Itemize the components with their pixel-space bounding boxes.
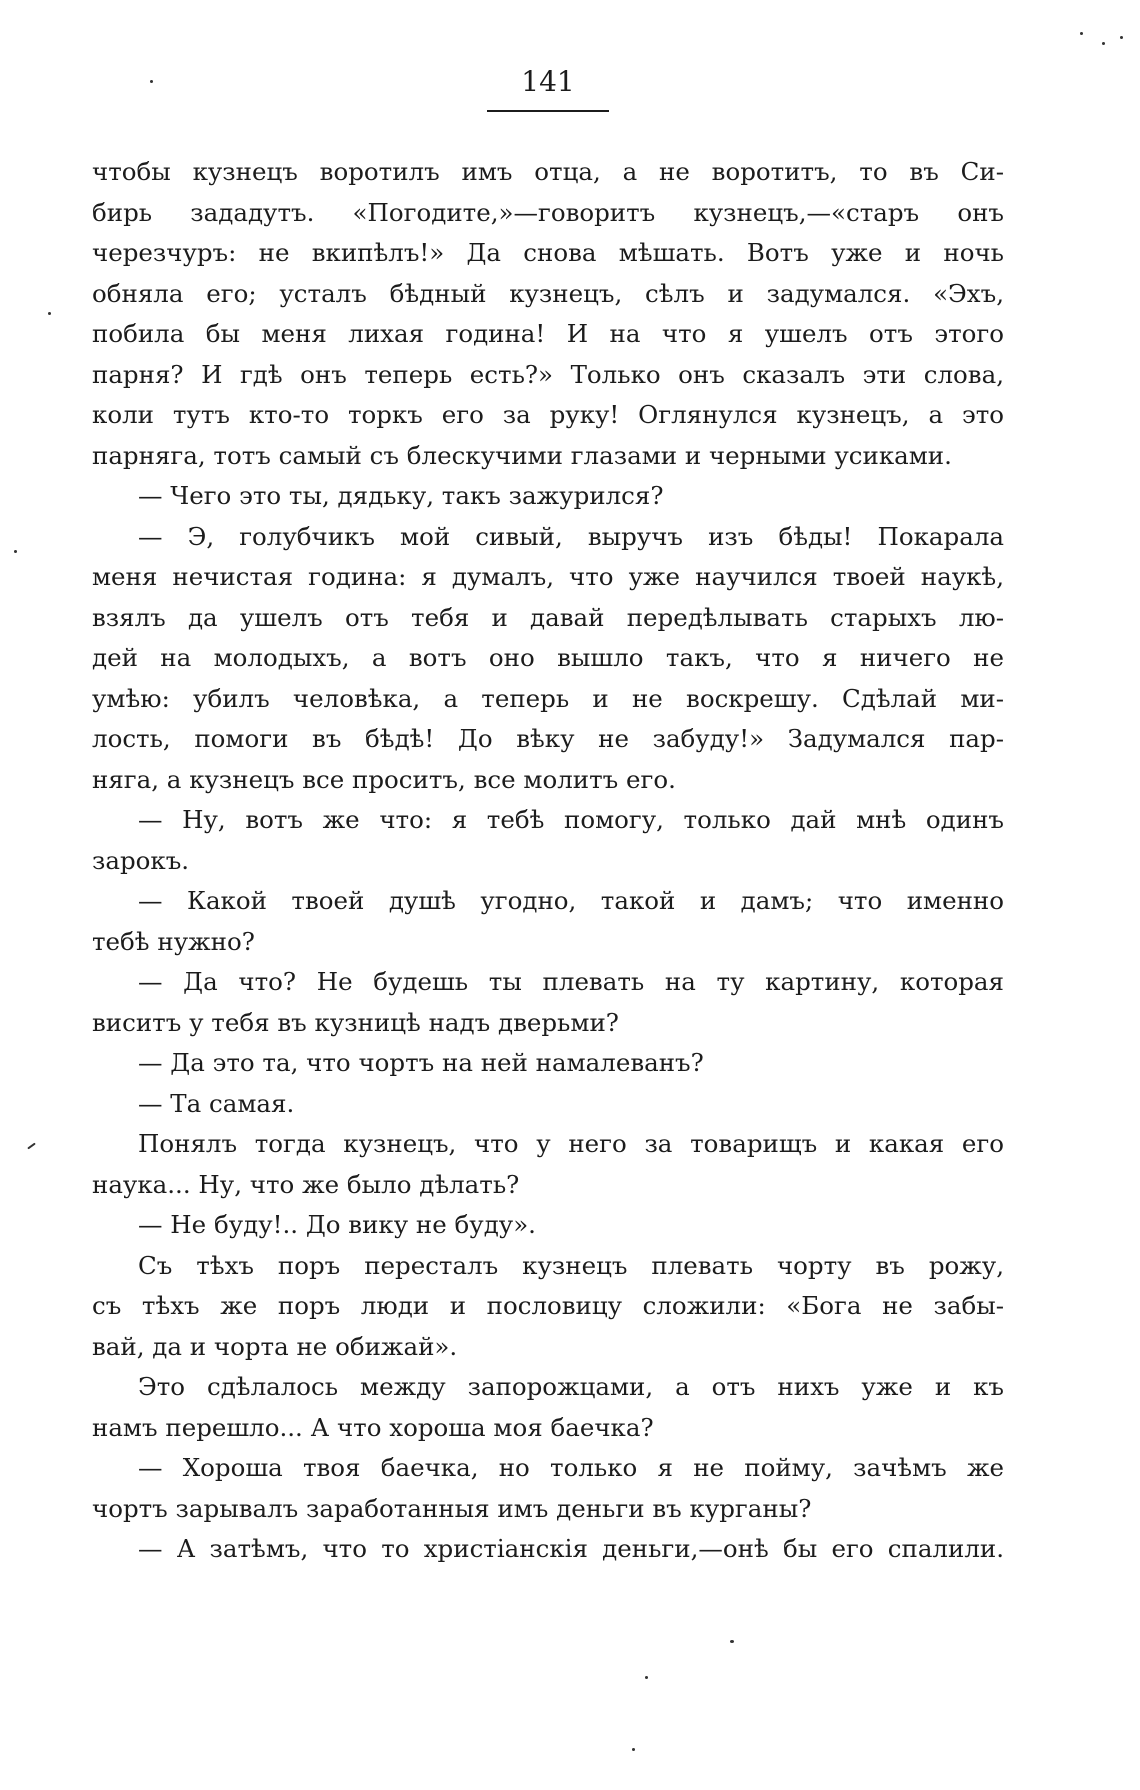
scan-speck (1120, 36, 1123, 39)
text-line: коли тутъ кто-то торкъ его за руку! Оглянулся кузнецъ, а это (92, 400, 1004, 429)
scan-speck (1102, 42, 1105, 45)
scan-speck (1080, 32, 1083, 35)
scan-speck (150, 80, 153, 83)
text-line: — А затѣмъ, что то христіанскія деньги,—онѣ бы его спалили. (138, 1534, 1004, 1563)
text-line: вай, да и чорта не обижай». (92, 1331, 458, 1361)
text-line: парня? И гдѣ онъ теперь есть?» Только онъ сказалъ эти слова, (92, 359, 1004, 389)
text-line: меня нечистая година: я думалъ, что уже научился твоей наукѣ, (92, 562, 1004, 591)
scan-speck (730, 1640, 734, 1643)
text-body (92, 152, 1004, 1570)
text-line: чтобы кузнецъ воротилъ имъ отца, а не воротитъ, то въ Си- (92, 157, 1004, 186)
scan-speck (632, 1748, 635, 1751)
text-line: — Да это та, что чортъ на ней намалеванъ? (138, 1048, 704, 1077)
text-line: взялъ да ушелъ отъ тебя и давай передѣлывать старыхъ лю- (92, 602, 1004, 632)
text-line: зарокъ. (92, 845, 190, 875)
page-number-rule (487, 110, 609, 112)
text-line: Понялъ тогда кузнецъ, что у него за товарищъ и какая его (138, 1129, 1004, 1158)
text-line: Это сдѣлалось между запорожцами, а отъ нихъ уже и къ (138, 1372, 1004, 1401)
text-line: съ тѣхъ же поръ люди и пословицу сложили: «Бога не забы- (92, 1291, 1004, 1320)
text-line: — Та самая. (138, 1088, 295, 1118)
text-line: черезчуръ: не вкипѣлъ!» Да снова мѣшать. Вотъ уже и ночь (92, 238, 1004, 267)
text-line: намъ перешло... А что хороша моя баечка? (92, 1412, 654, 1442)
scan-speck (27, 1143, 36, 1150)
scan-speck (645, 1676, 648, 1679)
scan-speck (14, 550, 17, 553)
text-line: чортъ зарывалъ заработанныя имъ деньги въ курганы? (92, 1493, 812, 1523)
text-line: Съ тѣхъ поръ пересталъ кузнецъ плевать чорту въ рожу, (138, 1250, 1004, 1280)
text-line: тебѣ нужно? (92, 926, 255, 956)
text-line: дей на молодыхъ, а вотъ оно вышло такъ, что я ничего не (92, 643, 1004, 672)
text-line: няга, а кузнецъ все проситъ, все молитъ его. (92, 764, 676, 794)
scan-speck (48, 312, 51, 315)
text-line: бирь зададутъ. «Погодите,»—говоритъ кузнецъ,—«старъ онъ (92, 197, 1004, 227)
text-line: обняла его; усталъ бѣдный кузнецъ, сѣлъ и задумался. «Эхъ, (92, 278, 1004, 308)
text-line: виситъ у тебя въ кузницѣ надъ дверьми? (92, 1007, 619, 1037)
text-line: — Хороша твоя баечка, но только я не пойму, зачѣмъ же (138, 1453, 1004, 1482)
text-line: — Ну, вотъ же что: я тебѣ помогу, только дай мнѣ одинъ (138, 805, 1004, 834)
page-number: 141 (521, 65, 575, 98)
text-line: парняга, тотъ самый съ блескучими глазами и черными усиками. (92, 440, 952, 470)
text-line: — Чего это ты, дядьку, такъ зажурился? (138, 481, 664, 510)
text-line: — Не буду!.. До вику не буду». (138, 1210, 536, 1239)
text-line: — Э, голубчикъ мой сивый, выручъ изъ бѣды! Покарала (138, 521, 1004, 551)
text-line: побила бы меня лихая година! И на что я ушелъ отъ этого (92, 319, 1004, 348)
text-line: лость, помоги въ бѣдѣ! До вѣку не забуду!» Задумался пар- (92, 724, 1004, 753)
text-line: умѣю: убилъ человѣка, а теперь и не воскрешу. Сдѣлай ми- (92, 683, 1004, 713)
text-line: наука... Ну, что же было дѣлать? (92, 1169, 520, 1199)
text-line: — Да что? Не будешь ты плевать на ту картину, которая (138, 967, 1004, 996)
text-line: — Какой твоей душѣ угодно, такой и дамъ; что именно (138, 886, 1004, 915)
